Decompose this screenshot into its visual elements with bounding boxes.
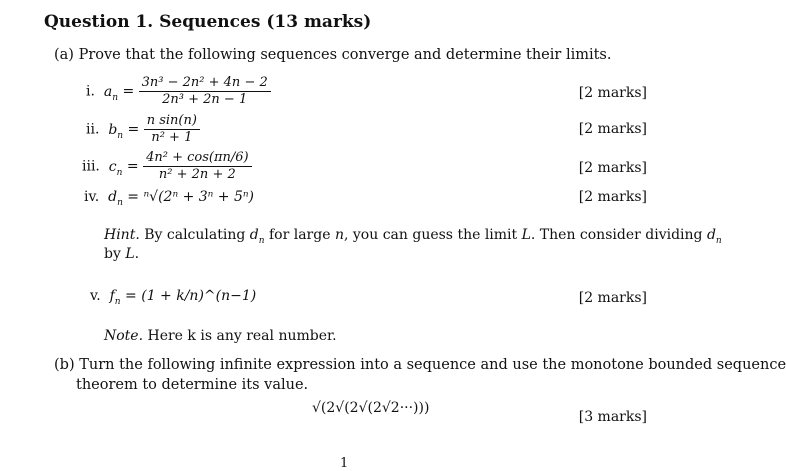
hint-line-2: by L. — [104, 246, 140, 262]
hint-label: Hint. — [104, 227, 140, 243]
item-iii-marks: [2 marks] — [578, 160, 647, 176]
item-i-lhs: $a_n$ — [103, 83, 118, 103]
note — [104, 328, 337, 344]
item-v-expression: (1 + k/n)^(n−1) — [141, 288, 257, 304]
item-iii-fraction — [143, 150, 252, 183]
nested-radical — [312, 400, 429, 416]
item-v-marks: [2 marks] — [578, 290, 647, 306]
item-iii-label: iii. — [82, 158, 100, 175]
item-i-numerator: 3n³ − 2n² + 4n − 2 — [139, 75, 271, 92]
item-iii-lhs: $c_n$ — [108, 158, 123, 178]
hint-line-1: Hint. By calculating $d_n$ for large n, you can guess the limit L. Then consider dividing $d_n$ — [104, 227, 722, 246]
item-ii-fraction — [144, 113, 200, 146]
note-text: Here k is any real number. — [147, 328, 337, 344]
item-v-label: v. — [90, 288, 101, 304]
part-b-prompt-line-2: theorem to determine its value. — [76, 377, 309, 393]
item-iv: iv. $d_n = ^n√(2^n + 3^n + 5^n)$ — [84, 189, 255, 208]
item-ii-denominator: n² + 1 — [151, 130, 193, 145]
nested-radical-expression: √(2√(2√(2√2···))) — [312, 400, 430, 416]
item-iii-denominator: n² + 2n + 2 — [158, 167, 236, 182]
item-iv-lhs: $d_n$ — [108, 189, 123, 208]
item-i: i. $a_n$ = $\frac{\text{3n³ − 2n² + 4n − 2}}{\text{2n³ + 2n − 1}}$ — [86, 75, 271, 108]
question-title: Question 1. Sequences (13 marks) — [44, 12, 372, 32]
part-a-prompt: (a) Prove that the following sequences converge and determine their limits. — [54, 47, 612, 63]
item-iii: iii. $c_n$ = $\frac{\text{4n² + cos(πn/6)}}{\text{n² + 2n + 2}}$ — [82, 150, 252, 183]
item-ii-lhs: $b_n$ — [108, 121, 124, 141]
note-label: Note. — [104, 328, 144, 344]
item-i-label: i. — [86, 83, 95, 100]
item-i-marks: [2 marks] — [578, 85, 647, 101]
item-v-lhs: $f_n$ — [109, 288, 121, 307]
item-ii: ii. $b_n$ = $\frac{\text{n sin(n)}}{\text{n² + 1}}$ — [86, 113, 200, 146]
item-ii-numerator: n sin(n) — [144, 113, 200, 130]
part-b-marks: [3 marks] — [578, 409, 647, 425]
item-ii-marks: [2 marks] — [578, 121, 647, 137]
item-iv-expression: ⁿ√(2ⁿ + 3ⁿ + 5ⁿ) — [143, 189, 255, 205]
item-iii-numerator: 4n² + cos(πn/6) — [143, 150, 252, 167]
item-v: v. $f_n = (1$ + k/n)^(n−1) — [90, 288, 257, 307]
item-iv-marks: [2 marks] — [578, 189, 647, 205]
part-b-prompt-line-1: (b) Turn the following infinite expression into a sequence and use the monotone bounded sequence — [54, 357, 786, 373]
page-number: 1 — [340, 456, 349, 471]
item-i-fraction — [139, 75, 271, 108]
item-ii-label: ii. — [86, 121, 100, 138]
item-iv-label: iv. — [84, 189, 100, 205]
item-i-denominator: 2n³ + 2n − 1 — [162, 92, 248, 107]
